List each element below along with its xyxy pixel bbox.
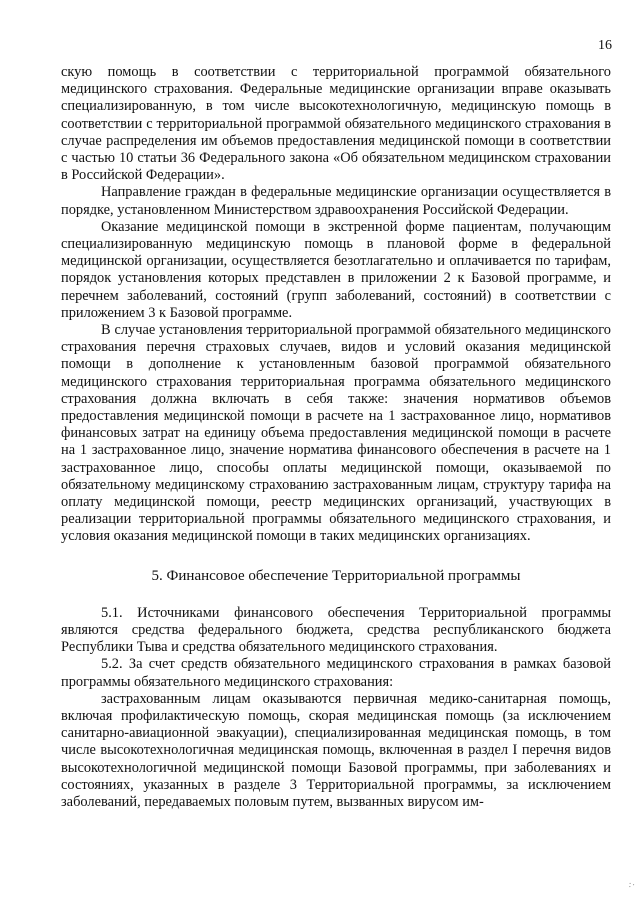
paragraph-5-2: 5.2. За счет средств обязательного медицинского страхования в рамках базовой программы обязательного медицинского страхования: bbox=[61, 656, 611, 690]
paragraph-continuation: скую помощь в соответствии с территориальной программой обязательного медицинского страхования. Федеральные медицинские организации вправе оказывать специализированную, в том числе высокотехнологичную, медицинскую помощь в соответствии с территориальной программой обязательного медицинского страхования в случае распределения им объемов предоставления медицинской помощи в соответствии с частью 10 статьи 36 Федерального закона «Об обязательном медицинском страховании в Российской Федерации». bbox=[61, 64, 611, 184]
paragraph-5-1: 5.1. Источниками финансового обеспечения Территориальной программы являются средства федерального бюджета, средства республиканского бюджета Республики Тыва и средства обязательного медицинского страхования. bbox=[61, 604, 611, 656]
paragraph-referral: Направление граждан в федеральные медицинские организации осуществляется в порядке, установленном Министерством здравоохранения Российской Федерации. bbox=[61, 184, 611, 218]
paragraph-insurance-cases: В случае установления территориальной программой обязательного медицинского страхования перечня страховых случаев, видов и условий оказания медицинской помощи в дополнение к установленным базовой программой обязательного медицинского страхования территориальная программа обязательного медицинского страхования должна включать в себя также: значения нормативов объемов предоставления медицинской помощи в расчете на 1 застрахованное лицо, нормативов финансовых затрат на единицу объема предоставления медицинской помощи в расчете на 1 застрахованное лицо, значение норматива финансового обеспечения в расчете на 1 застрахованное лицо, способы оплаты медицинской помощи, оказываемой по обязательному медицинскому страхованию застрахованным лицам, структуру тарифа на оплату медицинской помощи, реестр медицинских организаций, участвующих в реализации территориальной программы обязательного медицинского страхования, и условия оказания медицинской помощи в таких медицинских организациях. bbox=[61, 322, 611, 545]
section-heading: 5. Финансовое обеспечение Территориальной программы bbox=[151, 567, 521, 584]
paragraph-emergency-care: Оказание медицинской помощи в экстренной форме пациентам, получающим специализированную медицинскую помощь в плановой форме в федеральной медицинской организации, осуществляется безотлагательно и оплачивается по тарифам, порядок установления которых представлен в приложении 2 к Базовой программе, и перечнем заболеваний, состояний (групп заболеваний, состояний) в соответствии с приложением 3 к Базовой программе. bbox=[61, 218, 611, 321]
corner-scan-mark: ·: bbox=[624, 880, 638, 891]
page-number: 16 bbox=[598, 38, 612, 53]
paragraph-insured-persons: застрахованным лицам оказываются первичная медико-санитарная помощь, включая профилактическую помощь, скорая медицинская помощь (за исключением санитарно-авиационной эвакуации), специализированная медицинская помощь, в том числе высокотехнологичная медицинская помощь, включенная в раздел I перечня видов высокотехнологичной медицинской помощи Базовой программы, при заболеваниях и состояниях, указанных в разделе 3 Территориальной программы, за исключением заболеваний, передаваемых половым путем, вызванных вирусом им- bbox=[61, 690, 611, 810]
page-content bbox=[61, 64, 611, 811]
